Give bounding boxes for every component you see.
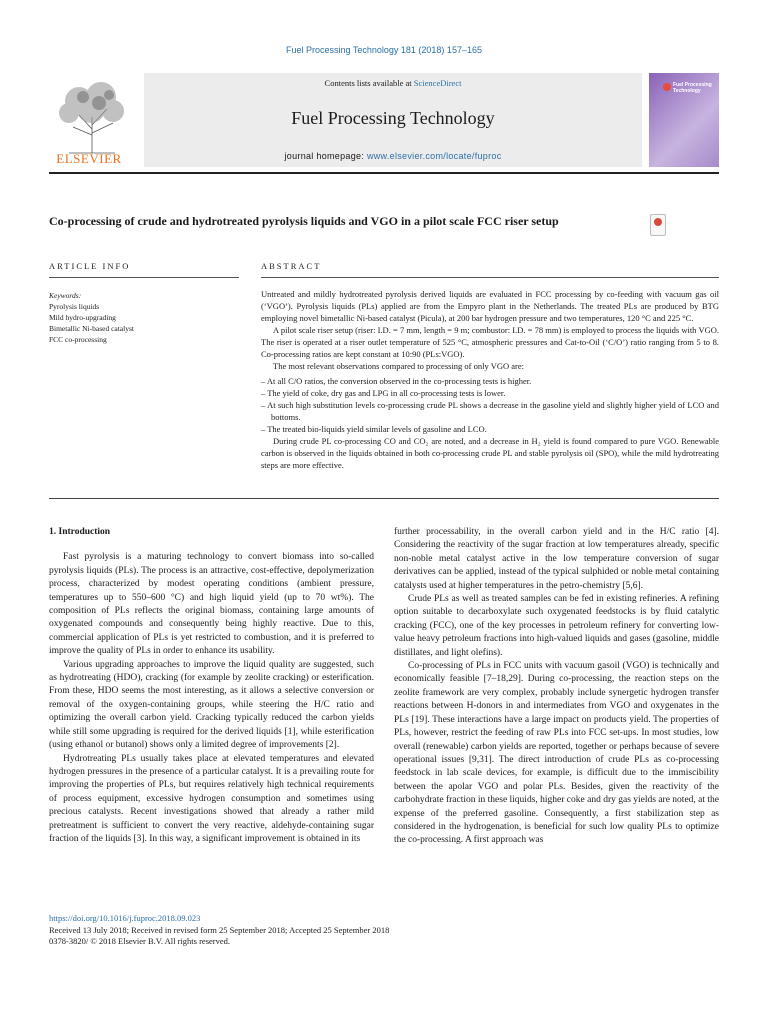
- article-title: Co-processing of crude and hydrotreated pyrolysis liquids and VGO in a pilot scale FCC riser setup: [49, 214, 559, 228]
- body-paragraph: Fast pyrolysis is a maturing technology to convert biomass into so-called pyrolysis liquids (PLs). The process is an attractive, cost-effective, depolymerization process, characterized by modest operating conditions (ambient pressure, temperatures up to 550–600 °C) and high liquid yield (up to 70 wt%). The composition of PLs reflects the original biomass, containing large amounts of oxygenated compounds and consequently being highly reactive. Due to this, commercial application of PLs is yet restricted to combustion, and it is preferred to improve the quality of PLs in order to enhance its usability.: [49, 552, 374, 657]
- article-info-heading: ARTICLE INFO: [49, 261, 131, 271]
- body-column-right: [394, 526, 719, 848]
- copyright: 0378-3820/ © 2018 Elsevier B.V. All rights reserved.: [49, 936, 231, 946]
- homepage-line: journal homepage: www.elsevier.com/locate/fuproc: [284, 151, 502, 161]
- publisher-name: ELSEVIER: [56, 151, 122, 166]
- sciencedirect-link[interactable]: ScienceDirect: [413, 78, 462, 88]
- journal-cover-image: [649, 73, 719, 167]
- crossmark-icon[interactable]: [650, 214, 666, 236]
- keyword: Pyrolysis liquids: [49, 302, 100, 311]
- keywords-block: [49, 290, 219, 345]
- abstract-end-rule: [49, 498, 719, 499]
- list-item: – The yield of coke, dry gas and LPG in all co-processing tests is lower.: [261, 388, 506, 398]
- body-column-left: [49, 526, 374, 846]
- doi-link[interactable]: https://doi.org/10.1016/j.fuproc.2018.09.023: [49, 913, 201, 923]
- body-paragraph: Crude PLs as well as treated samples can be fed in existing refineries. A refining option suitable to decarboxylate such oxygenated feedstocks is by fluid catalytic cracking (FCC), one of the key processes in petroleum refinery for converting low-value heavy petroleum fractions into high-valued liquids and gases (gasoline, middle distillates, and light olefins).: [394, 594, 719, 658]
- received-dates: Received 13 July 2018; Received in revised form 25 September 2018; Accepted 25 September 2018: [49, 924, 390, 935]
- journal-citation[interactable]: Fuel Processing Technology 181 (2018) 157–165: [286, 45, 482, 55]
- body-paragraph: Co-processing of PLs in FCC units with vacuum gasoil (VGO) is technically and economically feasible [7–18,29]. During co-processing, the reaction steps on the zeolite framework are very complex, probably include synergetic hydrogen transfer reactions between H-donors in and intermediates from VGO and oxygenates in the PLs [19]. These interactions have a large impact on products yield. The properties of PLs, however, restrict the feeding of raw PLs into FCC set-ups. In most studies, low overall (renewable) carbon yields are reported, together or perhaps because of severe operational issues [9,31]. The direct introduction of crude PLs as co-processing feedstock in lab scale devices, for example, is difficult due to the immiscibility between the apolar VGO and polar PLs. Besides, given the reactivity of the carbohydrate fraction in these liquids, higher coke and dry gas yields are noted, at the expense of the preferred gasoline. Consequently, a first stabilization step as considered in the hydrogenation, is beneficial for such low quality PLs to optimize the co-processing. A first approach was: [394, 661, 719, 846]
- keyword: Bimetallic Ni-based catalyst: [49, 324, 134, 333]
- homepage-link[interactable]: www.elsevier.com/locate/fuproc: [366, 151, 502, 161]
- article-info-rule: [49, 277, 239, 278]
- abstract-paragraph: During crude PL co-processing CO and CO₂ are noted, and a decrease in H₂ yield is found compared to pure VGO. Renewable carbon is observed in the liquids obtained in both co-processing crude PL and stable pyrolysis oil (SPO), while the mild hydrotreating steps are more effective.: [261, 436, 719, 470]
- cover-title: Fuel Processing Technology: [673, 82, 712, 94]
- contents-line: Contents lists available at ScienceDirect: [324, 78, 462, 88]
- journal-title: Fuel Processing Technology: [291, 108, 495, 128]
- keywords-label: Keywords:: [49, 291, 82, 300]
- cover-logo-icon: [663, 83, 671, 91]
- journal-banner: [49, 73, 719, 169]
- list-item: – At all C/O ratios, the conversion observed in the co-processing tests is higher.: [261, 376, 532, 386]
- abstract-body: [261, 288, 719, 471]
- abstract-heading: ABSTRACT: [261, 261, 322, 271]
- findings-list: [261, 375, 719, 435]
- header-rule: [49, 172, 719, 174]
- footer: [49, 913, 549, 948]
- list-item: – The treated bio-liquids yield similar levels of gasoline and LCO.: [261, 424, 487, 434]
- keyword: Mild hydro-upgrading: [49, 313, 116, 322]
- abstract-paragraph: Untreated and mildly hydrotreated pyrolysis derived liquids are evaluated in FCC processing by co-feeding with vacuum gas oil (‘VGO’). Pyrolysis liquids (PLs) applied are from the Empyro plant in the Netherlands. The treated PLs are produced by BTG employing novel bimetallic Ni-based catalyst (Picula), at 200 bar hydrogen pressure and two temperatures, 120 °C and 225 °C.: [261, 289, 719, 323]
- abstract-paragraph: A pilot scale riser setup (riser: I.D. = 7 mm, length = 9 m; combustor: I.D. = 78 mm) is employed to process the liquids with VGO. The riser is operated at a riser outlet temperature of 525 °C, atmospheric pressures and Cat-to-Oil (‘C/O’) ratio ranging from 5 to 8. Co-processing ratios are kept constant at 10:90 (PLs:VGO).: [261, 325, 719, 359]
- keyword: FCC co-processing: [49, 335, 107, 344]
- body-paragraph: further processability, in the overall carbon yield and in the H/C ratio [4]. Considering the reactivity of the sugar fraction at low temperatures already, specific non-noble metal catalyst active in the low temperature conversion of sugar derivatives can be applied, instead of the typical sulphided or noble metal containing catalysts used at higher temperatures in the petro-chemistry [5,6].: [394, 527, 719, 591]
- abstract-paragraph: The most relevant observations compared to processing of only VGO are:: [273, 361, 524, 371]
- body-paragraph: Hydrotreating PLs usually takes place at elevated temperatures and elevated hydrogen pressures in the presence of a particular catalyst. It is a prevailing route for improving the properties of PLs, but requires relatively high technical requirements of process equipment, excessive hydrogen consumption and sometimes using precious catalysts. Recent investigations showed that already a rather mild pretreatment is sufficient to convert the very reactive, aldehyde-containing sugar fraction of the liquids [3]. In this way, a significant improvement is obtained in its: [49, 753, 374, 844]
- list-item: – At such high substitution levels co-processing crude PL shows a decrease in the gasoline yield and slightly higher yield of LCO and bottoms.: [261, 400, 719, 422]
- masthead: [144, 73, 642, 167]
- abstract-rule: [261, 277, 719, 278]
- section-heading: 1. Introduction: [49, 527, 111, 537]
- body-paragraph: Various upgrading approaches to improve the liquid quality are suggested, such as hydrotreating (HDO), cracking (for example by zeolite cracking) or esterification. From these, HDO seems the most interesting, as it allows a selective conversion or removal of the oxygen-containing groups, while steering the H/C ratio and optimizing the overall carbon yield. Cracking typically reduced the carbon yields while still some upgrading is required for the derived liquids [1], while esterification (using ethanol or butanol) shows only a limited degree of improvements [2].: [49, 659, 374, 751]
